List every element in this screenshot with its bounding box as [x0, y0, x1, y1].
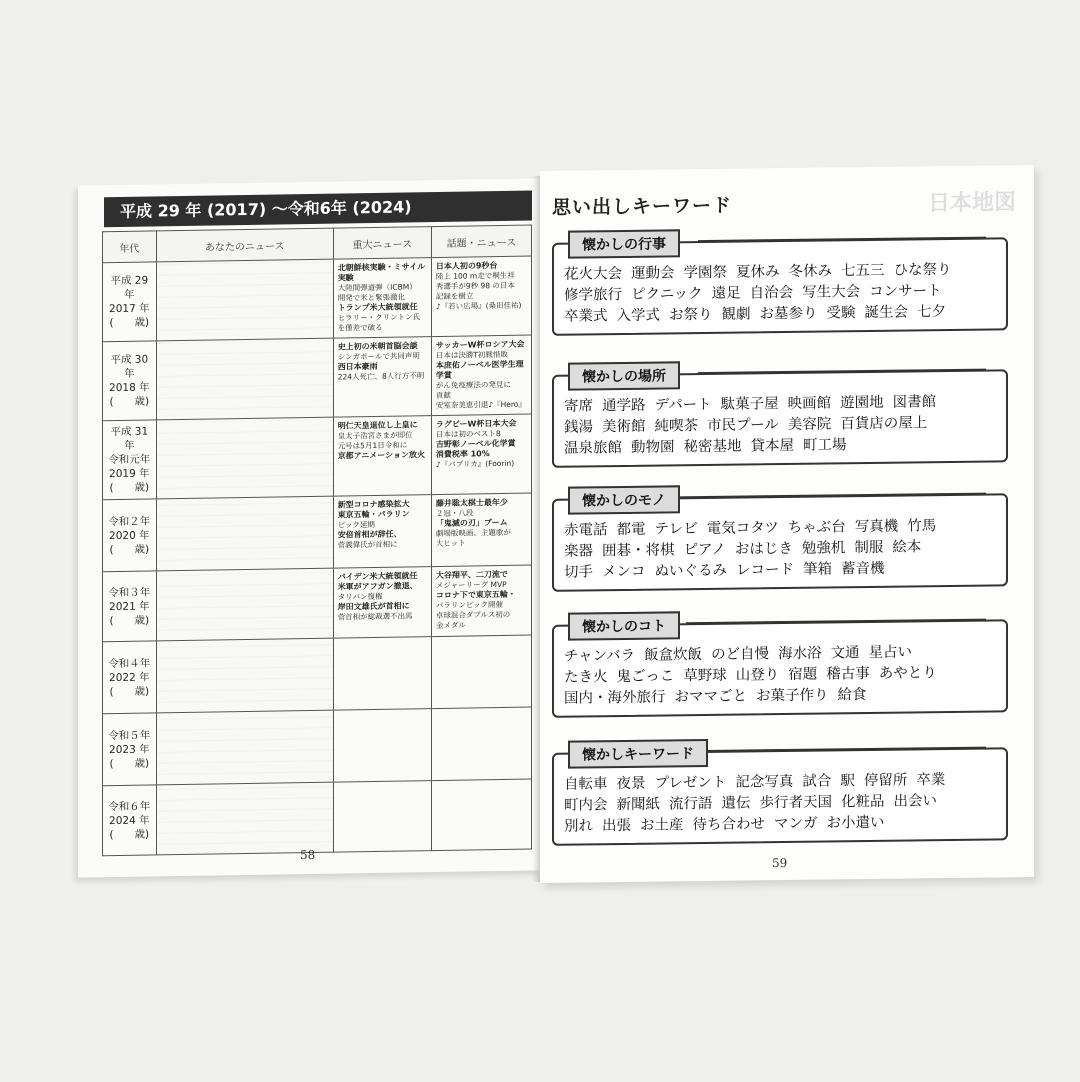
- keyword: 新聞紙: [616, 796, 660, 814]
- topic-news-cell: [431, 414, 531, 495]
- keyword: 勉強机: [801, 540, 846, 557]
- keyword: テレビ: [654, 521, 698, 538]
- keyword: 動物園: [631, 439, 675, 456]
- keyword: 別れ: [564, 818, 593, 835]
- topic-news-cell: [431, 335, 531, 416]
- keyword: 宿題: [788, 666, 818, 683]
- keyword-section: [552, 747, 1008, 846]
- news-line: タリバン復権: [337, 591, 383, 602]
- keyword: 制服: [854, 539, 884, 557]
- year-label: 2022 年: [109, 671, 150, 684]
- news-line: 大陸間弾道弾（ICBM）: [337, 282, 417, 293]
- label-rule: [698, 369, 986, 375]
- keyword: 純喫茶: [654, 418, 698, 435]
- news-line: 記録を樹立: [435, 291, 474, 302]
- age-label: ( 歳): [109, 543, 150, 556]
- major-news-cell: [333, 781, 431, 853]
- keyword: 給食: [837, 687, 867, 704]
- section-label: 懐かしキーワード: [568, 739, 708, 769]
- keyword: 飯盒炊飯: [644, 647, 703, 664]
- keyword: 流行語: [669, 795, 713, 813]
- keyword: 稽古事: [826, 665, 870, 683]
- keyword: 出張: [602, 817, 631, 835]
- major-news-cell: [333, 567, 431, 639]
- major-news-cell: [333, 495, 431, 569]
- keyword: 市民プール: [707, 417, 779, 434]
- keyword: 赤電話: [564, 522, 608, 539]
- news-line: シンガポールで共同声明: [337, 351, 420, 362]
- news-line: メジャーリーグ MVP: [435, 579, 507, 591]
- your-news-cell[interactable]: [156, 338, 333, 420]
- keyword: ぬいぐるみ: [654, 562, 727, 580]
- keyword-line: [564, 811, 996, 837]
- keyword: プレゼント: [654, 774, 727, 792]
- topic-news-cell: [431, 635, 531, 709]
- news-table: [102, 224, 532, 856]
- keywords-heading: 思い出しキーワード: [552, 194, 733, 219]
- page-number: 59: [772, 855, 788, 871]
- keyword: 歩行者天国: [759, 794, 832, 812]
- keyword: 自転車: [564, 776, 608, 793]
- your-news-cell[interactable]: [156, 782, 333, 855]
- section-label: 懐かしの行事: [568, 229, 680, 258]
- keyword: レコード: [736, 561, 794, 579]
- keyword: 遊園地: [840, 394, 884, 412]
- keyword: ひな祭り: [893, 261, 952, 279]
- column-header: 話題・ニュース: [431, 225, 531, 258]
- news-line: 日本は初のベスト8: [435, 428, 501, 440]
- news-line: 卓球混合ダブルス初の: [435, 609, 511, 621]
- news-line: 安室奈美恵引退♪『Hero』: [435, 399, 526, 411]
- keyword: おママごと: [674, 688, 747, 706]
- keyword: 通学路: [602, 397, 646, 415]
- keyword: たき火: [564, 669, 608, 686]
- page-title: 平成 29 年 (2017) 〜令和6年 (2024): [104, 190, 532, 227]
- news-line: 菅首相が総裁選不出馬: [337, 611, 413, 622]
- keyword: あやとり: [878, 665, 937, 682]
- era-cell: [103, 420, 157, 500]
- era-label: 令和２年: [108, 514, 151, 528]
- keyword-list: [564, 515, 996, 583]
- your-news-cell[interactable]: [156, 568, 333, 641]
- news-line: 岸田文雄氏が首相に: [337, 601, 410, 612]
- news-line: 金メダル: [435, 620, 466, 631]
- keyword: 夜景: [616, 775, 646, 793]
- news-line: ♪『パプリカ』(Foorin): [435, 458, 515, 470]
- news-line: 東京五輪・パラリン: [337, 509, 410, 520]
- column-header: 年代: [103, 231, 157, 263]
- your-news-cell[interactable]: [156, 496, 333, 571]
- keyword: 花火大会: [564, 266, 622, 283]
- keyword: お土産: [640, 817, 684, 834]
- keyword: 化粧品: [841, 793, 885, 811]
- news-line: 劇場版映画、主題歌が: [435, 527, 511, 539]
- keyword: 駄菓子屋: [720, 396, 779, 413]
- keyword: 町内会: [564, 797, 608, 814]
- keyword-line: [564, 433, 996, 459]
- era-cell: [103, 713, 157, 786]
- year-label: 2021 年: [109, 600, 150, 613]
- news-line: 吉野彰ノーベル化学賞: [435, 438, 516, 450]
- keyword: 自治会: [749, 284, 794, 302]
- keyword: 海水浴: [778, 645, 822, 663]
- era-label: 令和６年: [108, 799, 151, 813]
- keyword: 記念写真: [735, 773, 794, 791]
- year-label: 2019 年: [109, 467, 150, 481]
- news-line: 消費税率 10%: [435, 449, 490, 460]
- age-label: ( 歳): [109, 757, 150, 770]
- topic-news-cell: [431, 493, 531, 567]
- news-line: 北朝鮮核実験・ミサイル実験: [337, 262, 426, 283]
- keyword: ちゃぶ台: [787, 519, 846, 536]
- keyword: 筆箱: [803, 561, 832, 578]
- news-line: パラリンピック開催: [435, 599, 504, 611]
- year-label: 2017 年: [109, 302, 150, 316]
- keyword: 遠足: [711, 285, 741, 302]
- keyword: メンコ: [602, 563, 646, 581]
- keyword: 温泉旅館: [564, 440, 622, 457]
- keyword: おはじき: [734, 540, 793, 558]
- keyword: ピアノ: [683, 541, 726, 559]
- keyword: 切手: [564, 564, 593, 581]
- news-line: ヒラリー・クリントン氏: [337, 312, 421, 323]
- table-row: [103, 493, 532, 572]
- show-through-heading: 日本地図: [927, 190, 1016, 217]
- keyword-section: [552, 619, 1008, 718]
- news-line: サッカーW杯ロシア大会: [435, 339, 525, 351]
- era-label: 平成 31 年: [110, 425, 149, 452]
- keyword: 卒業式: [564, 308, 608, 325]
- column-header: 重大ニュース: [333, 227, 431, 260]
- left-page: [78, 178, 540, 877]
- keyword: お墓参り: [759, 305, 818, 323]
- keyword: 秘密基地: [683, 438, 742, 456]
- news-line: 藤井聡太棋士最年少: [435, 497, 508, 509]
- keyword: 銭湯: [564, 419, 593, 436]
- news-line: トランプ米大統領就任: [337, 302, 418, 313]
- keyword: 七五三: [841, 262, 885, 280]
- news-line: 大ヒット: [435, 538, 466, 549]
- news-line: 菅義偉氏が首相に: [337, 539, 398, 550]
- column-header: あなたのニュース: [156, 228, 333, 262]
- news-line: 皇太子浩宮さまが即位: [337, 430, 413, 441]
- your-news-cell[interactable]: [156, 638, 333, 713]
- news-line: 史上初の米朝首脳会談: [337, 341, 418, 352]
- era-label: 令和元年: [108, 453, 151, 467]
- keyword: 電気コタツ: [706, 520, 779, 537]
- year-label: 2020 年: [109, 529, 150, 542]
- right-page: [540, 165, 1034, 883]
- year-label: 2023 年: [109, 743, 150, 756]
- table-row: [103, 779, 532, 856]
- topic-news-cell: [431, 565, 531, 637]
- keyword: 写生大会: [802, 284, 861, 301]
- label-rule: [686, 619, 986, 625]
- keyword: 停留所: [863, 772, 908, 790]
- keyword: 都電: [616, 521, 646, 539]
- keyword: 待ち合わせ: [692, 816, 765, 834]
- era-label: 令和３年: [108, 585, 151, 599]
- age-label: ( 歳): [109, 685, 150, 698]
- label-rule: [706, 747, 986, 752]
- keyword: 夏休み: [736, 264, 780, 281]
- keyword: 写真機: [854, 518, 899, 536]
- news-line: ２冠・八段: [435, 508, 474, 519]
- keyword: 出会い: [893, 793, 937, 810]
- keyword: マンガ: [774, 815, 818, 833]
- keyword: 遺伝: [721, 795, 751, 812]
- keyword-section: [552, 369, 1008, 468]
- keyword: お小遣い: [826, 814, 885, 832]
- keyword-line: [564, 301, 996, 327]
- table-row: [103, 635, 532, 714]
- age-label: ( 歳): [109, 614, 150, 627]
- table-row: [103, 414, 532, 500]
- news-line: 貢献: [435, 390, 451, 401]
- keyword-list: [564, 769, 996, 837]
- keyword: 試合: [802, 773, 832, 790]
- age-label: ( 歳): [109, 828, 150, 841]
- major-news-cell: [333, 637, 431, 711]
- keyword: コンサート: [869, 283, 942, 300]
- keyword-section: [552, 493, 1008, 592]
- era-cell: [103, 499, 157, 572]
- news-line: 大谷翔平、二刀流で: [435, 569, 508, 581]
- keyword: 美容院: [787, 416, 832, 433]
- keyword: 入学式: [616, 307, 660, 325]
- keyword: 山登り: [735, 667, 780, 684]
- keyword: 楽器: [564, 543, 593, 560]
- keyword-section: [552, 237, 1008, 336]
- era-cell: [103, 341, 157, 421]
- year-label: 2018 年: [109, 381, 150, 395]
- table-row: [103, 256, 532, 342]
- news-line: 米軍がアフガン撤退、: [337, 581, 418, 592]
- keyword: 図書館: [892, 394, 937, 411]
- keyword-list: [564, 641, 996, 709]
- keyword-line: [564, 683, 996, 709]
- keyword: 百貨店の屋上: [840, 415, 928, 433]
- keyword: 美術館: [602, 418, 646, 436]
- age-label: ( 歳): [109, 316, 150, 330]
- news-line: ピック延期: [337, 519, 375, 530]
- label-rule: [678, 493, 986, 499]
- keyword: 草野球: [683, 667, 727, 685]
- keyword: 学園祭: [683, 264, 727, 282]
- keyword: 蓄音機: [841, 560, 885, 578]
- your-news-cell[interactable]: [156, 259, 333, 341]
- news-line: 明仁天皇退位し上皇に: [337, 420, 418, 431]
- keyword: 観劇: [721, 306, 751, 323]
- keyword: 映画館: [787, 395, 832, 412]
- major-news-cell: [333, 709, 431, 783]
- table-row: [103, 565, 532, 642]
- era-label: 平成 29 年: [110, 274, 149, 301]
- keyword-line: [564, 557, 996, 583]
- news-line: を僅差で破る: [337, 322, 383, 333]
- news-line: ラグビーW杯日本大会: [435, 418, 517, 430]
- era-label: 令和５年: [108, 728, 151, 742]
- keyword: 寄席: [564, 398, 593, 415]
- keyword: 町工場: [803, 437, 847, 454]
- keyword: 竹馬: [907, 518, 937, 535]
- news-line: 日本は決勝T初戦惜敗: [435, 349, 508, 361]
- keyword: ピクニック: [631, 286, 703, 303]
- news-line: がん免疫療法の発見に: [435, 379, 511, 391]
- page-number: 58: [300, 847, 316, 863]
- news-line: 「鬼滅の刃」ブーム: [435, 517, 508, 529]
- era-cell: [103, 262, 157, 342]
- news-line: バイデン米大統領就任: [337, 571, 418, 582]
- keyword: 囲碁・将棋: [602, 542, 675, 560]
- keyword: 文通: [830, 645, 860, 662]
- keyword: 冬休み: [788, 263, 832, 280]
- keyword: 運動会: [631, 265, 675, 282]
- keyword: 国内・海外旅行: [564, 689, 666, 707]
- topic-news-cell: [431, 707, 531, 781]
- keyword: 鬼ごっこ: [616, 668, 675, 686]
- keyword: 七夕: [917, 304, 946, 321]
- news-line: 開発で米と緊張激化: [337, 292, 406, 303]
- news-line: 元号は5月1日令和に: [337, 440, 408, 451]
- era-label: 令和４年: [108, 656, 151, 670]
- keyword: デパート: [654, 396, 712, 414]
- keyword: チャンバラ: [564, 647, 636, 665]
- keyword: 星占い: [868, 644, 913, 662]
- news-line: 秀選手が9秒 98 の日本: [435, 280, 515, 292]
- age-label: ( 歳): [109, 481, 150, 495]
- keyword: 卒業: [916, 772, 946, 789]
- topic-news-cell: [431, 256, 531, 337]
- table-row: [103, 707, 532, 786]
- keyword: 修学旅行: [564, 287, 622, 304]
- news-line: 224人死亡、8人行方不明: [337, 371, 425, 382]
- news-line: 西日本豪雨: [337, 361, 378, 372]
- major-news-cell: [333, 258, 431, 339]
- news-line: 京都アニメーション放火: [337, 450, 425, 461]
- keyword: のど自慢: [711, 646, 770, 663]
- label-rule: [698, 237, 986, 243]
- keyword-list: [564, 391, 996, 459]
- keyword: お菓子作り: [756, 687, 829, 705]
- era-cell: [103, 785, 157, 856]
- keyword: 誕生会: [864, 304, 908, 322]
- news-line: 安倍首相が辞任、: [337, 529, 402, 540]
- your-news-cell[interactable]: [156, 710, 333, 785]
- news-line: 本庶佑ノーベル医学生理学賞: [435, 359, 524, 381]
- section-label: 懐かしのモノ: [568, 485, 680, 514]
- topic-news-cell: [431, 779, 531, 851]
- keyword: お祭り: [669, 306, 713, 324]
- major-news-cell: [333, 337, 431, 418]
- era-label: 平成 30 年: [110, 353, 149, 380]
- era-cell: [103, 641, 157, 714]
- section-label: 懐かしのコト: [568, 611, 680, 640]
- year-label: 2024 年: [109, 814, 150, 827]
- major-news-cell: [333, 416, 431, 497]
- section-label: 懐かしの場所: [568, 361, 680, 390]
- news-line: コロナ下で東京五輪・: [435, 589, 516, 601]
- table-row: [103, 335, 532, 421]
- keyword: 受験: [826, 305, 856, 322]
- keyword-list: [564, 259, 996, 327]
- news-line: ♪『若い広場』(桑田佳祐): [435, 300, 522, 312]
- your-news-cell[interactable]: [156, 417, 333, 499]
- keyword: 貸本屋: [750, 437, 794, 455]
- news-line: 日本人初の9秒台: [435, 261, 498, 272]
- news-line: 陸上 100 m走で桐生祥: [435, 270, 515, 282]
- age-label: ( 歳): [109, 395, 150, 409]
- keyword: 絵本: [892, 539, 922, 556]
- era-cell: [103, 571, 157, 642]
- keyword: 駅: [840, 773, 855, 790]
- news-line: 新型コロナ感染拡大: [337, 499, 410, 510]
